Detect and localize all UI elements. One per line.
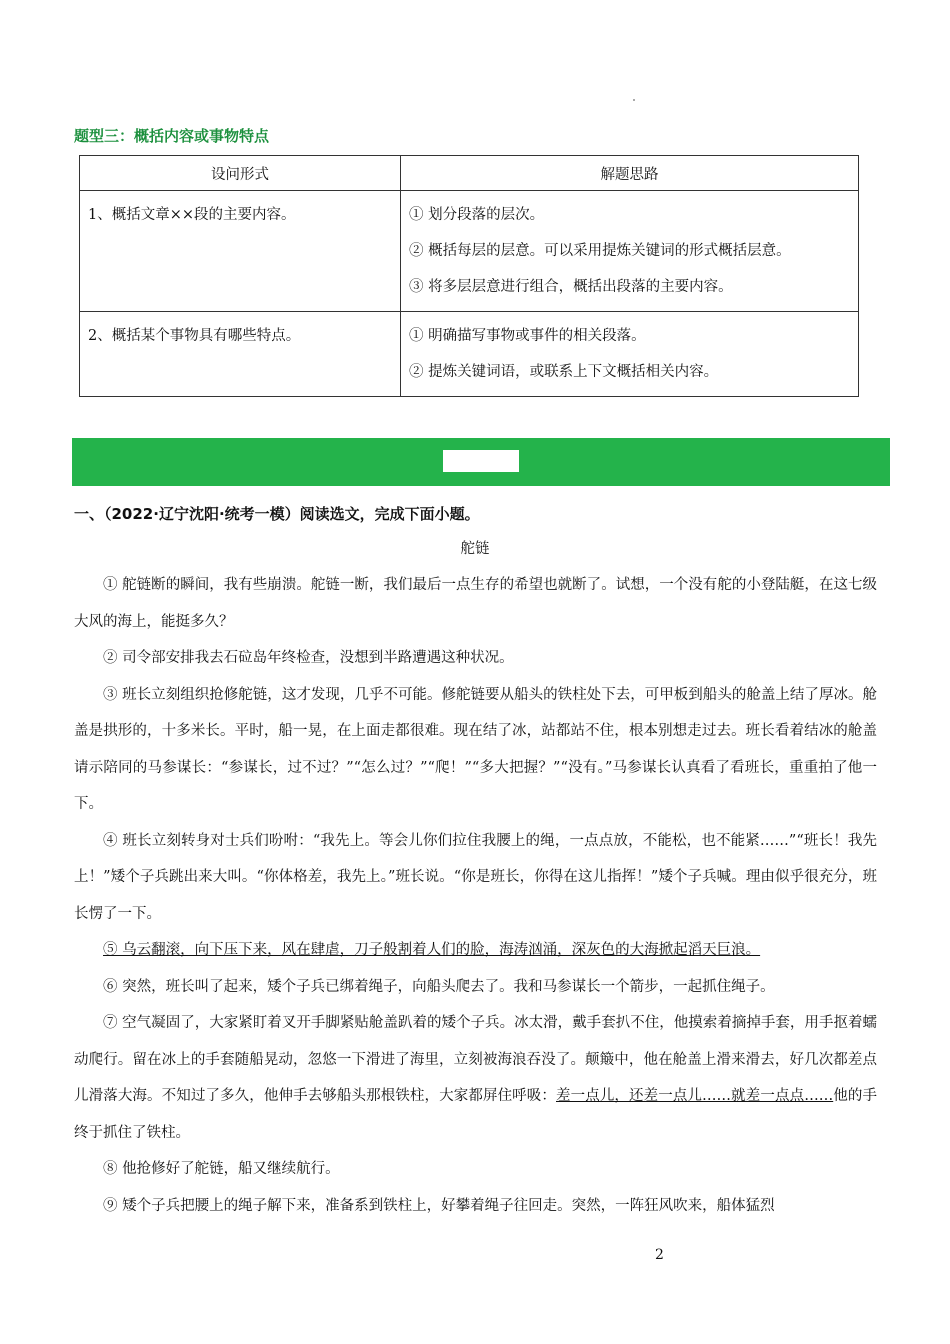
step-item: ① 明确描写事物或事件的相关段落。 bbox=[409, 328, 646, 344]
article-paragraph: ⑥ 突然，班长叫了起来，矮个子兵已绑着绳子，向船头爬去了。我和马参谋长一个箭步，一起抓住绳子。 bbox=[103, 978, 775, 995]
table-header-question: 设问形式 bbox=[80, 156, 401, 191]
table-cell-steps bbox=[401, 191, 859, 312]
article-paragraph: ③ 班长立刻组织抢修舵链，这才发现，几乎不可能。修舵链要从船头的铁柱处下去，可甲板到船头的舱盖上结了厚冰。舱盖是拱形的，十多米长。平时，船一晃，在上面走都很难。现在结了冰，站都站不住，根本别想走过去。班长看着结冰的舱盖请示陪同的马参谋长：“参谋长，过不过？”“怎么过？”“爬！”“多大把握？”“没有。”马参谋长认真看了看班长，重重拍了他一下。 bbox=[74, 686, 877, 812]
table-row bbox=[80, 312, 859, 397]
table-cell-question: 1、概括文章××段的主要内容。 bbox=[80, 191, 401, 312]
step-item: ③ 将多层层意进行组合，概括出段落的主要内容。 bbox=[409, 279, 733, 295]
page-number: 2 bbox=[655, 1247, 664, 1263]
article-paragraph: ⑨ 矮个子兵把腰上的绳子解下来，准备系到铁柱上，好攀着绳子往回走。突然，一阵狂风吹来，船体猛烈 bbox=[103, 1197, 775, 1214]
step-item: ② 概括每层的层意。可以采用提炼关键词的形式概括层意。 bbox=[409, 243, 791, 259]
article-paragraph: ⑧ 他抢修好了舵链，船又继续航行。 bbox=[103, 1161, 340, 1177]
strategy-table bbox=[79, 155, 859, 397]
table-row bbox=[80, 191, 859, 312]
article-paragraph: ② 司令部安排我去石砬岛年终检查，没想到半路遭遇这种状况。 bbox=[103, 650, 514, 666]
paragraph-text: 他的手终于抓住了铁柱。 bbox=[74, 1088, 878, 1141]
paragraph-text: ⑦ 空气凝固了，大家紧盯着叉开手脚紧贴舱盖趴着的矮个子兵。冰太滑，戴手套扒不住，他摸索着摘掉手套，用手抠着蠕动爬行。留在冰上的手套随船晃动，忽悠一下滑进了海里，立刻被海浪吞没了。颠簸中，他在舱盖上滑来滑去，好几次都差点儿滑落大海。不知过了多久，他伸手去够船头那根铁柱，大家都屏住呼吸： bbox=[74, 1015, 877, 1104]
article-body bbox=[74, 567, 877, 1224]
banner-label-box bbox=[443, 450, 519, 472]
article-title: 舵链 bbox=[460, 541, 490, 557]
article-paragraph-underlined bbox=[74, 932, 877, 969]
underlined-phrase: 差一点儿，还差一点儿……就差一点点…… bbox=[556, 1088, 834, 1104]
table-cell-question: 2、概括某个事物具有哪些特点。 bbox=[80, 312, 401, 397]
table-header-row bbox=[80, 156, 859, 191]
step-item: ① 划分段落的层次。 bbox=[409, 207, 545, 223]
section-heading: 题型三：概括内容或事物特点 bbox=[74, 127, 270, 145]
question-title: 一、（2022·辽宁沈阳·统考一模）阅读选文，完成下面小题。 bbox=[74, 505, 480, 523]
table-header-approach: 解题思路 bbox=[401, 156, 859, 191]
article-paragraph bbox=[74, 1005, 877, 1151]
underlined-sentence: ⑤ 乌云翻滚，向下压下来，风在肆虐，刀子般割着人们的脸，海涛汹涌，深灰色的大海掀起滔天巨浪。 bbox=[103, 942, 761, 958]
table-cell-steps bbox=[401, 312, 859, 397]
article-paragraph: ① 舵链断的瞬间，我有些崩溃。舵链一断，我们最后一点生存的希望也就断了。试想，一个没有舵的小登陆艇，在这七级大风的海上，能挺多久？ bbox=[74, 577, 877, 630]
step-item: ② 提炼关键词语，或联系上下文概括相关内容。 bbox=[409, 364, 719, 380]
scan-mark bbox=[633, 99, 635, 101]
article-paragraph: ④ 班长立刻转身对士兵们吩咐：“我先上。等会儿你们拉住我腰上的绳，一点点放，不能松，也不能紧……”“班长！我先上！”矮个子兵跳出来大叫。“你体格差，我先上。”班长说。“你是班长，你得在这儿指挥！”矮个子兵喊。理由似乎很充分，班长愣了一下。 bbox=[74, 832, 877, 922]
